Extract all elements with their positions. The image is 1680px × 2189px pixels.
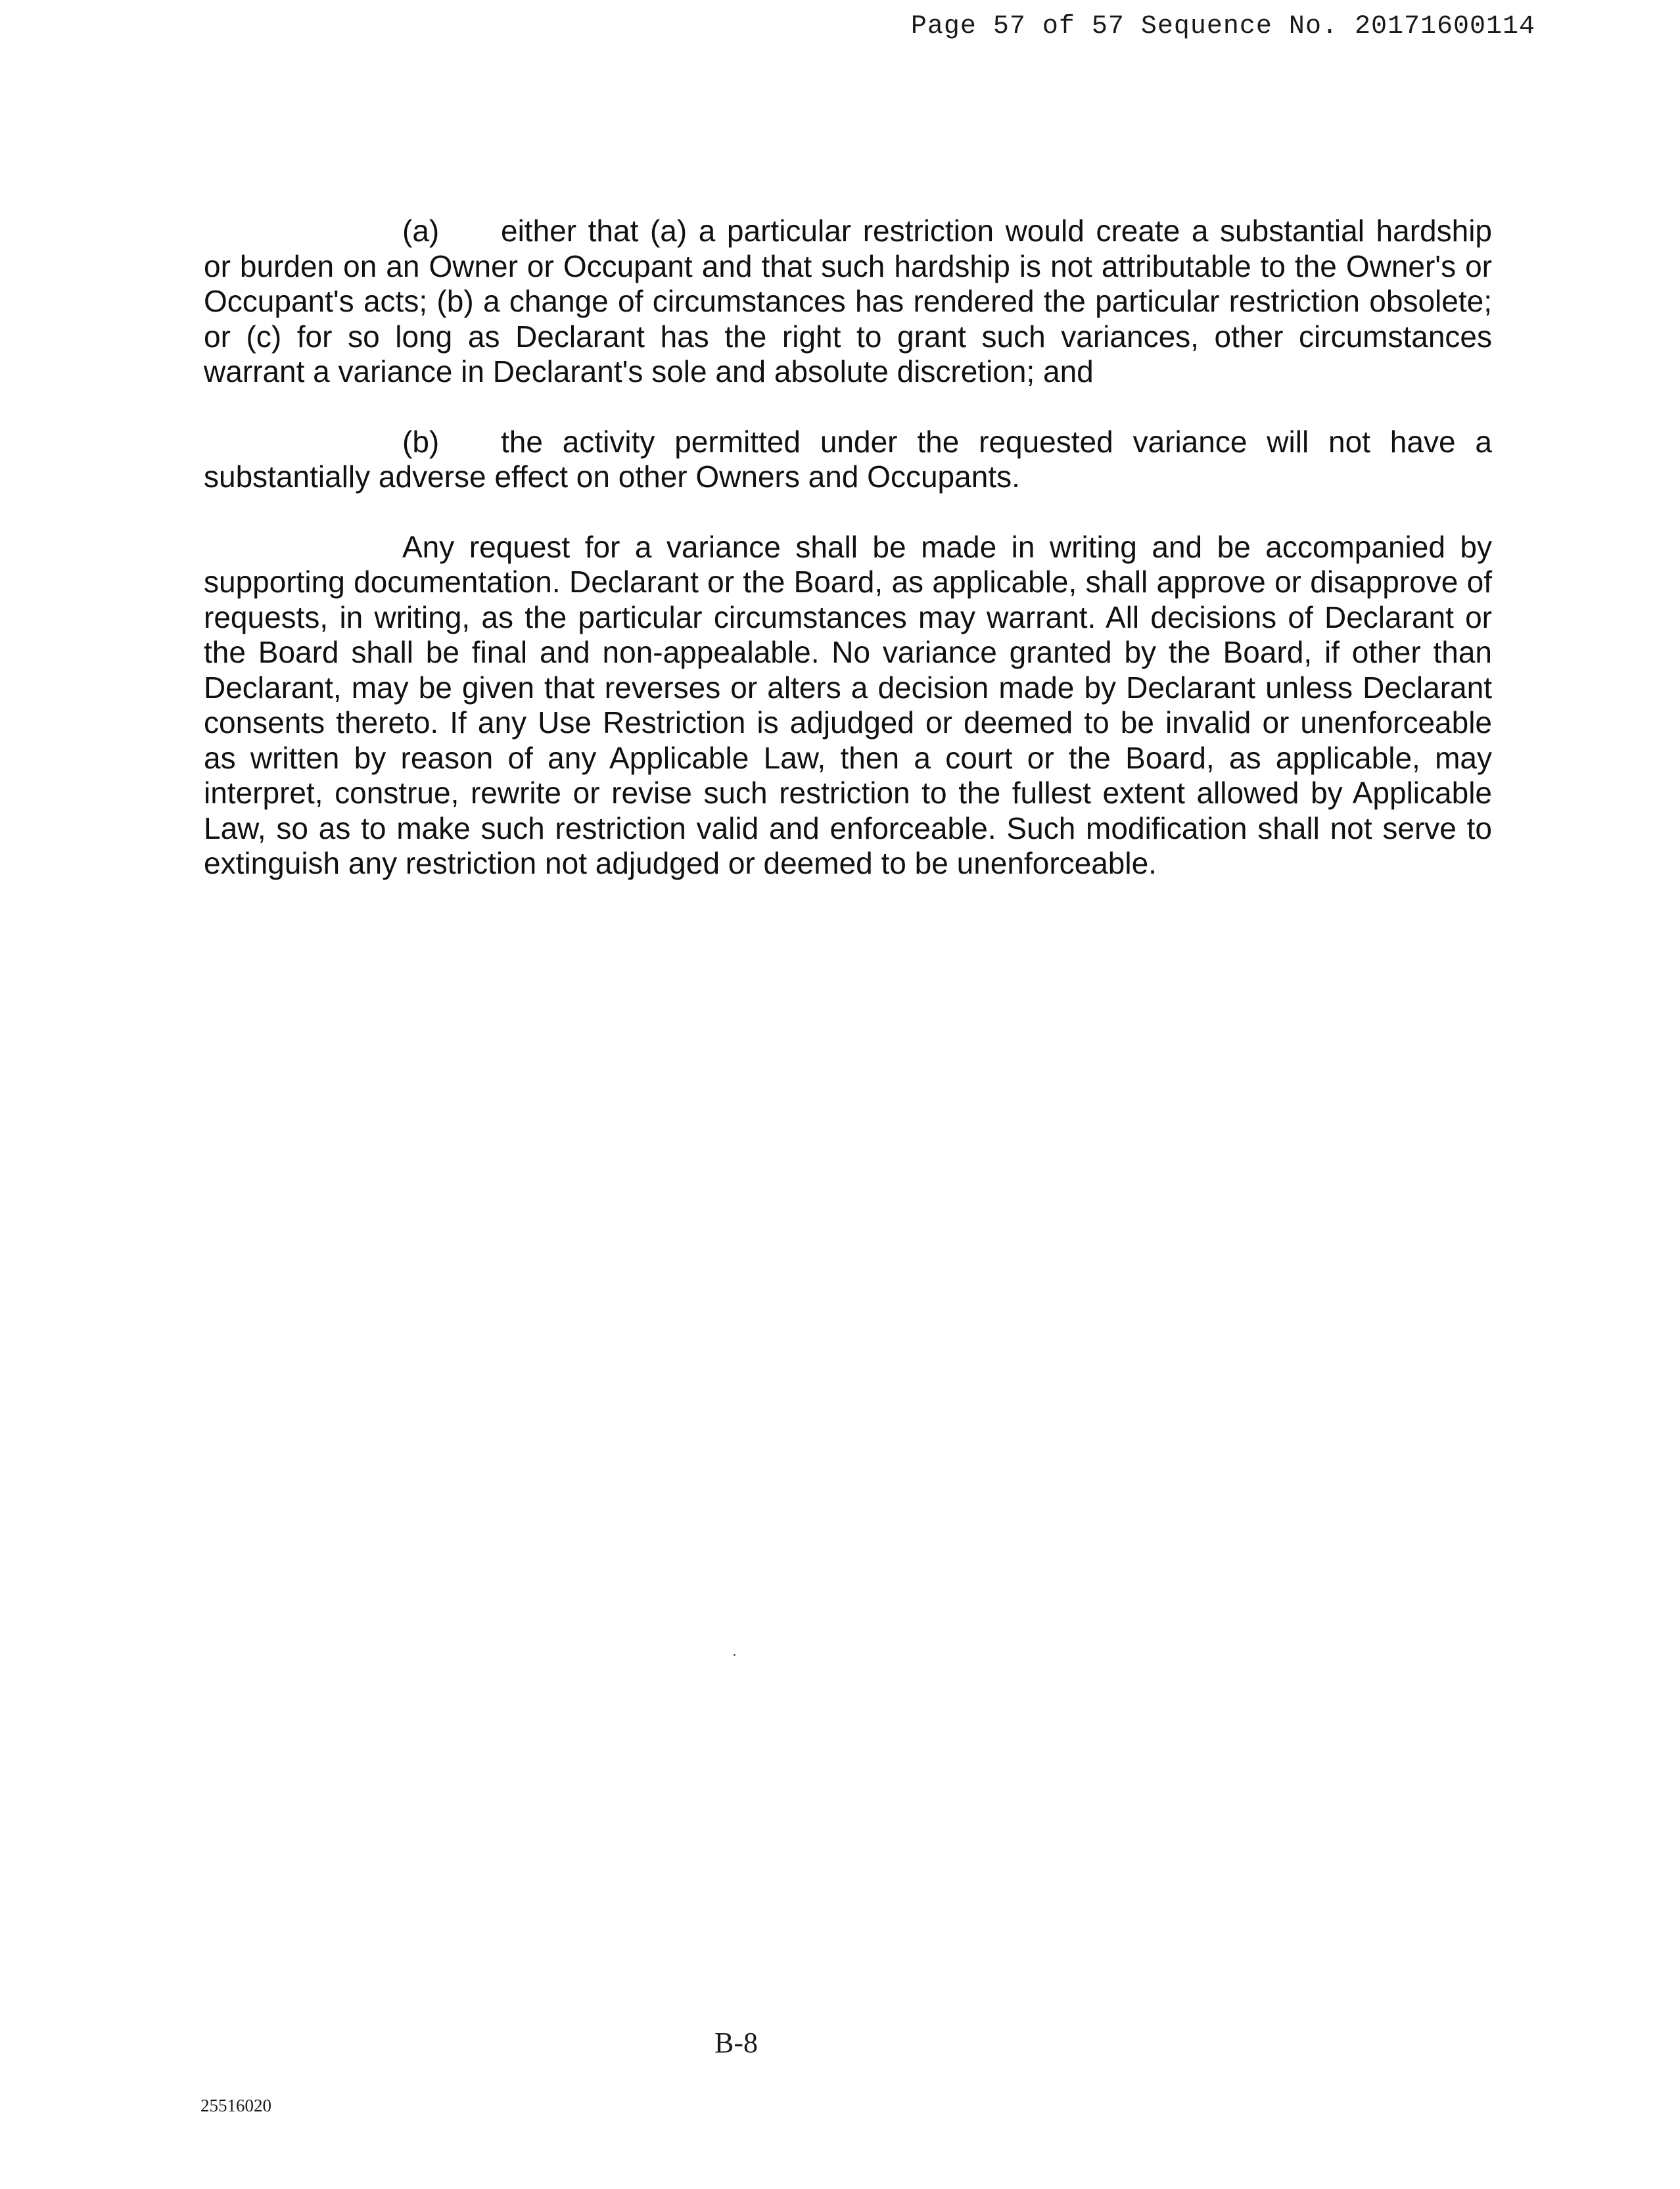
- page-sequence-header: Page 57 of 57 Sequence No. 20171600114: [910, 12, 1535, 41]
- document-body: [204, 214, 1492, 916]
- page-number: B-8: [714, 2027, 758, 2059]
- paragraph-variance-request: Any request for a variance shall be made in writing and be accompanied by supporting documentation. Declarant or the Board, as applicable, shall approve or disapprove of requests, in writing, as the particular circumstances may warrant. All decisions of Declarant or the Board shall be final and non-appealable. No variance granted by the Board, if other than Declarant, may be given that reverses or alters a decision made by Declarant unless Declarant consents thereto. If any Use Restriction is adjudged or deemed to be invalid or unenforceable as written by reason of any Applicable Law, then a court or the Board, as applicable, may interpret, construe, rewrite or revise such restriction to the fullest extent allowed by Applicable Law, so as to make such restriction valid and enforceable. Such modification shall not serve to extinguish any restriction not adjudged or deemed to be unenforceable.: [204, 529, 1492, 880]
- paragraph-b-label: (b): [402, 424, 440, 459]
- paragraph-b-text: the activity permitted under the requested variance will not have a substantially adverse effect on other Owners and Occupants.: [204, 424, 1492, 494]
- paragraph-b: [204, 425, 1492, 495]
- scan-speck: [734, 1654, 735, 1656]
- paragraph-a-label: (a): [402, 214, 440, 248]
- paragraph-a: [204, 214, 1492, 390]
- paragraph-a-text: either that (a) a particular restriction would create a substantial hardship or burden on an Owner or Occupant and that such hardship is not attributable to the Owner's or Occupant's acts; (b) a change of circumstances has rendered the particular restriction obsolete; or (c) for so long as Declarant has the right to grant such variances, other circumstances warrant a variance in Declarant's sole and absolute discretion; and: [204, 214, 1492, 388]
- document-id: 25516020: [200, 2096, 271, 2115]
